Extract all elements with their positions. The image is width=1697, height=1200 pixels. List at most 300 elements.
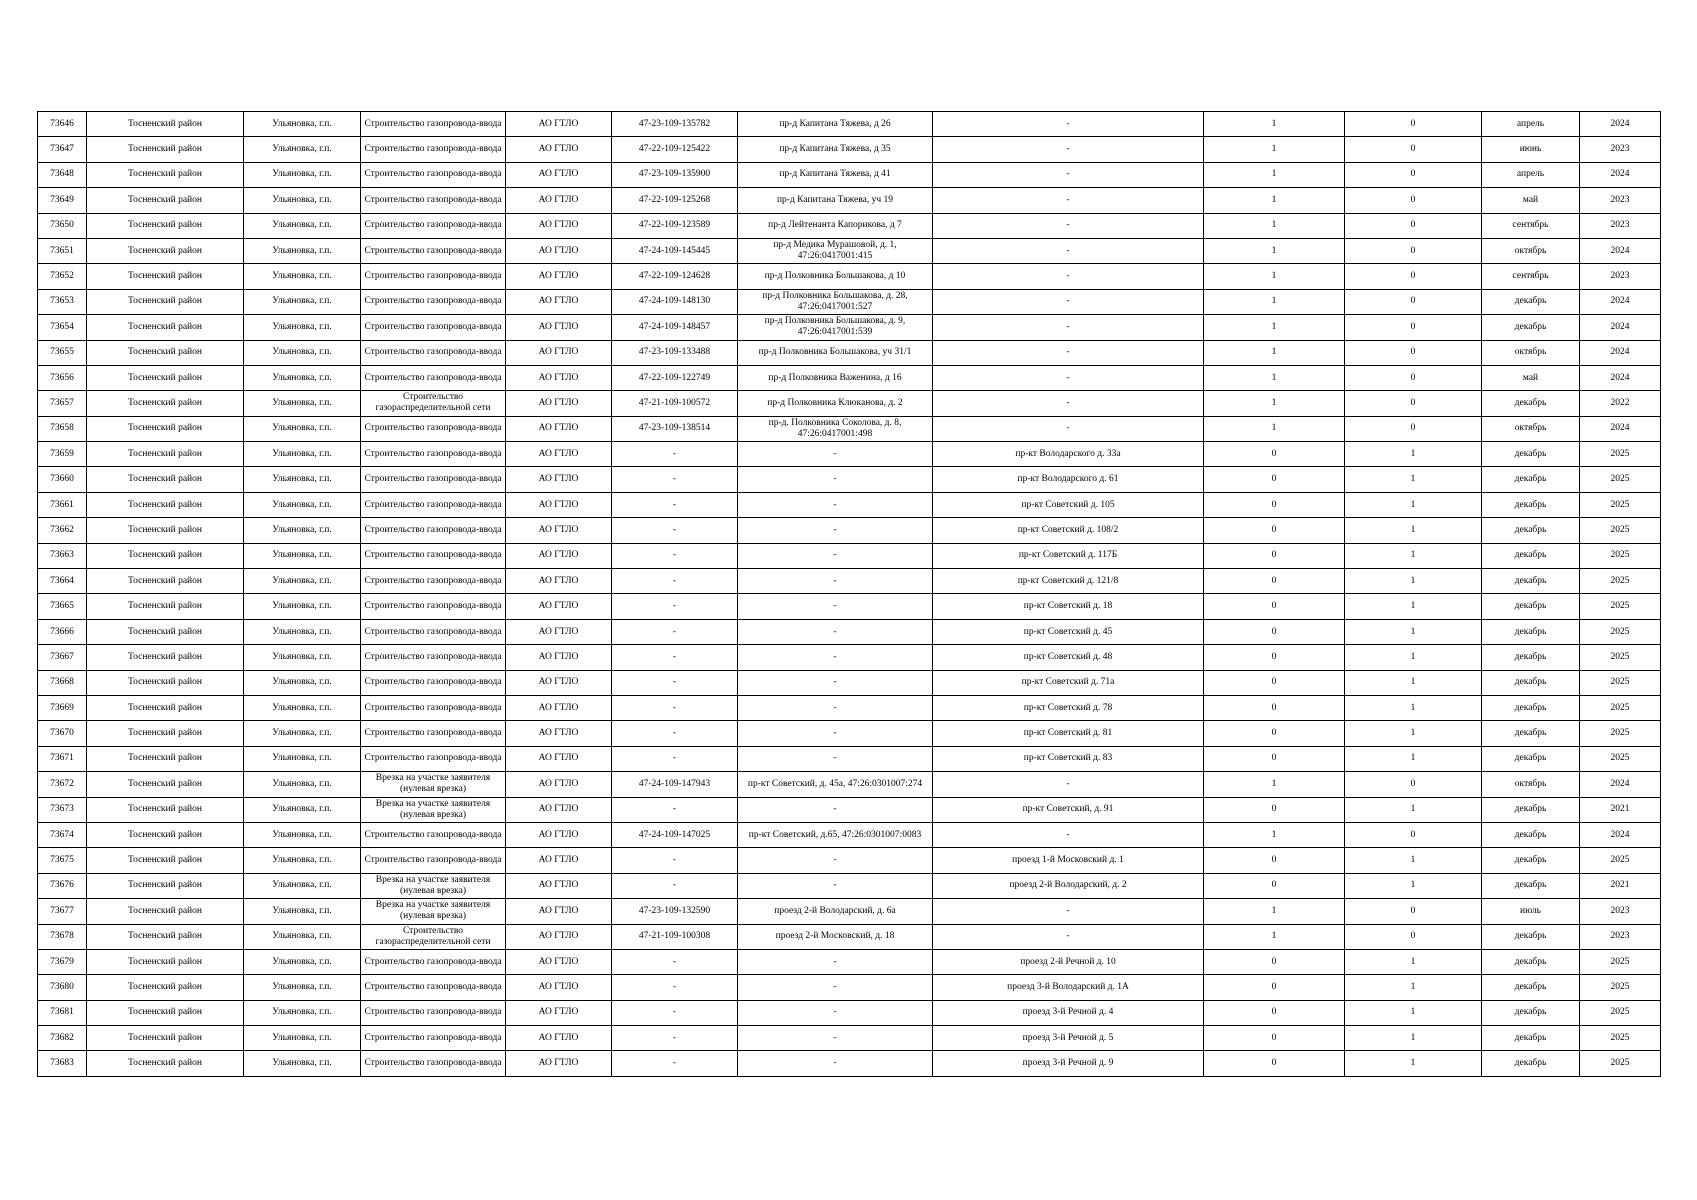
- cell-count-b: 0: [1345, 264, 1482, 289]
- cell-district: Тосненский район: [87, 1000, 244, 1025]
- cell-month: декабрь: [1482, 949, 1580, 974]
- cell-application-number: 47-22-109-124628: [612, 264, 738, 289]
- cell-district: Тосненский район: [87, 899, 244, 924]
- cell-count-a: 1: [1204, 289, 1345, 314]
- cell-row-number: 73667: [38, 645, 87, 670]
- cell-count-b: 0: [1345, 772, 1482, 797]
- cell-application-number: 47-24-109-148457: [612, 315, 738, 340]
- cell-organization: АО ГТЛО: [506, 746, 612, 771]
- cell-count-a: 0: [1204, 645, 1345, 670]
- cell-year: 2025: [1580, 569, 1661, 594]
- cell-settlement: Ульяновка, г.п.: [244, 569, 361, 594]
- cell-work-type: Врезка на участке заявителя (нулевая врезка): [361, 772, 506, 797]
- cell-year: 2025: [1580, 1051, 1661, 1076]
- cell-row-number: 73670: [38, 721, 87, 746]
- cell-count-a: 1: [1204, 162, 1345, 187]
- cell-year: 2025: [1580, 949, 1661, 974]
- cell-work-type: Строительство газораспределительной сети: [361, 391, 506, 416]
- cell-row-number: 73649: [38, 188, 87, 213]
- cell-work-type: Строительство газопровода-ввода: [361, 569, 506, 594]
- cell-count-a: 0: [1204, 442, 1345, 467]
- cell-month: декабрь: [1482, 873, 1580, 898]
- cell-planned-address: пр-кт Володарского д. 61: [933, 467, 1204, 492]
- cell-address: пр-д Капитана Тяжева, д 35: [738, 137, 933, 162]
- cell-planned-address: -: [933, 924, 1204, 949]
- cell-application-number: -: [612, 1026, 738, 1051]
- table-row: [38, 848, 1661, 873]
- cell-month: октябрь: [1482, 416, 1580, 441]
- cell-work-type: Строительство газопровода-ввода: [361, 822, 506, 847]
- cell-planned-address: пр-кт Советский д. 18: [933, 594, 1204, 619]
- cell-work-type: Строительство газопровода-ввода: [361, 340, 506, 365]
- cell-settlement: Ульяновка, г.п.: [244, 1000, 361, 1025]
- cell-settlement: Ульяновка, г.п.: [244, 162, 361, 187]
- cell-district: Тосненский район: [87, 619, 244, 644]
- cell-organization: АО ГТЛО: [506, 772, 612, 797]
- cell-application-number: -: [612, 1000, 738, 1025]
- cell-count-b: 0: [1345, 315, 1482, 340]
- cell-application-number: 47-23-109-135900: [612, 162, 738, 187]
- cell-year: 2025: [1580, 721, 1661, 746]
- cell-planned-address: -: [933, 289, 1204, 314]
- cell-address: -: [738, 467, 933, 492]
- cell-application-number: -: [612, 619, 738, 644]
- cell-district: Тосненский район: [87, 1026, 244, 1051]
- cell-district: Тосненский район: [87, 391, 244, 416]
- cell-address: -: [738, 569, 933, 594]
- cell-application-number: 47-23-109-132590: [612, 899, 738, 924]
- cell-planned-address: -: [933, 416, 1204, 441]
- cell-district: Тосненский район: [87, 238, 244, 263]
- table-row: [38, 492, 1661, 517]
- cell-work-type: Строительство газораспределительной сети: [361, 924, 506, 949]
- cell-count-a: 1: [1204, 365, 1345, 390]
- cell-address: пр-д Капитана Тяжева, д 41: [738, 162, 933, 187]
- cell-settlement: Ульяновка, г.п.: [244, 518, 361, 543]
- cell-district: Тосненский район: [87, 289, 244, 314]
- cell-count-a: 1: [1204, 315, 1345, 340]
- cell-organization: АО ГТЛО: [506, 1000, 612, 1025]
- cell-settlement: Ульяновка, г.п.: [244, 213, 361, 238]
- cell-settlement: Ульяновка, г.п.: [244, 949, 361, 974]
- cell-month: октябрь: [1482, 238, 1580, 263]
- cell-year: 2023: [1580, 137, 1661, 162]
- cell-count-b: 1: [1345, 873, 1482, 898]
- cell-planned-address: -: [933, 112, 1204, 137]
- table-row: [38, 695, 1661, 720]
- cell-settlement: Ульяновка, г.п.: [244, 1051, 361, 1076]
- cell-application-number: 47-23-109-133488: [612, 340, 738, 365]
- table-row: [38, 416, 1661, 441]
- cell-district: Тосненский район: [87, 645, 244, 670]
- cell-work-type: Строительство газопровода-ввода: [361, 289, 506, 314]
- cell-settlement: Ульяновка, г.п.: [244, 340, 361, 365]
- cell-year: 2025: [1580, 645, 1661, 670]
- cell-year: 2021: [1580, 797, 1661, 822]
- cell-planned-address: пр-кт Советский д. 121/8: [933, 569, 1204, 594]
- cell-organization: АО ГТЛО: [506, 975, 612, 1000]
- cell-count-b: 1: [1345, 746, 1482, 771]
- cell-work-type: Строительство газопровода-ввода: [361, 213, 506, 238]
- cell-year: 2023: [1580, 213, 1661, 238]
- cell-settlement: Ульяновка, г.п.: [244, 492, 361, 517]
- cell-organization: АО ГТЛО: [506, 594, 612, 619]
- cell-district: Тосненский район: [87, 873, 244, 898]
- cell-planned-address: -: [933, 365, 1204, 390]
- cell-settlement: Ульяновка, г.п.: [244, 315, 361, 340]
- cell-address: -: [738, 594, 933, 619]
- cell-address: пр-кт Советский, д.65, 47:26:0301007:0083: [738, 822, 933, 847]
- cell-district: Тосненский район: [87, 746, 244, 771]
- cell-month: декабрь: [1482, 442, 1580, 467]
- cell-month: октябрь: [1482, 772, 1580, 797]
- cell-district: Тосненский район: [87, 594, 244, 619]
- cell-settlement: Ульяновка, г.п.: [244, 670, 361, 695]
- cell-organization: АО ГТЛО: [506, 315, 612, 340]
- cell-application-number: 47-21-109-100572: [612, 391, 738, 416]
- table-row: [38, 543, 1661, 568]
- cell-address: -: [738, 442, 933, 467]
- cell-application-number: -: [612, 975, 738, 1000]
- cell-count-a: 0: [1204, 492, 1345, 517]
- cell-count-b: 1: [1345, 467, 1482, 492]
- cell-month: декабрь: [1482, 975, 1580, 1000]
- cell-month: декабрь: [1482, 695, 1580, 720]
- cell-planned-address: -: [933, 772, 1204, 797]
- cell-row-number: 73678: [38, 924, 87, 949]
- cell-application-number: 47-23-109-135782: [612, 112, 738, 137]
- cell-row-number: 73647: [38, 137, 87, 162]
- cell-address: пр-д Капитана Тяжева, д 26: [738, 112, 933, 137]
- cell-address: пр-д. Полковника Соколова, д. 8, 47:26:0417001:498: [738, 416, 933, 441]
- cell-month: декабрь: [1482, 645, 1580, 670]
- cell-planned-address: пр-кт Советский, д. 91: [933, 797, 1204, 822]
- cell-district: Тосненский район: [87, 112, 244, 137]
- cell-organization: АО ГТЛО: [506, 721, 612, 746]
- cell-count-a: 0: [1204, 975, 1345, 1000]
- cell-work-type: Врезка на участке заявителя (нулевая врезка): [361, 899, 506, 924]
- cell-row-number: 73658: [38, 416, 87, 441]
- cell-count-a: 0: [1204, 695, 1345, 720]
- cell-count-a: 1: [1204, 137, 1345, 162]
- cell-year: 2025: [1580, 619, 1661, 644]
- table-row: [38, 746, 1661, 771]
- cell-work-type: Строительство газопровода-ввода: [361, 442, 506, 467]
- cell-work-type: Строительство газопровода-ввода: [361, 238, 506, 263]
- cell-work-type: Строительство газопровода-ввода: [361, 416, 506, 441]
- cell-count-a: 0: [1204, 873, 1345, 898]
- cell-count-a: 0: [1204, 1051, 1345, 1076]
- cell-planned-address: пр-кт Советский д. 105: [933, 492, 1204, 517]
- cell-address: пр-д Полковника Большакова, уч 31/1: [738, 340, 933, 365]
- cell-work-type: Строительство газопровода-ввода: [361, 365, 506, 390]
- cell-month: июль: [1482, 899, 1580, 924]
- cell-count-a: 0: [1204, 797, 1345, 822]
- cell-month: сентябрь: [1482, 264, 1580, 289]
- cell-count-b: 0: [1345, 137, 1482, 162]
- cell-year: 2025: [1580, 695, 1661, 720]
- cell-row-number: 73666: [38, 619, 87, 644]
- cell-month: сентябрь: [1482, 213, 1580, 238]
- table-row: [38, 467, 1661, 492]
- cell-application-number: -: [612, 442, 738, 467]
- cell-application-number: -: [612, 848, 738, 873]
- cell-settlement: Ульяновка, г.п.: [244, 442, 361, 467]
- table-row: [38, 213, 1661, 238]
- cell-address: -: [738, 721, 933, 746]
- cell-count-a: 0: [1204, 467, 1345, 492]
- cell-month: декабрь: [1482, 670, 1580, 695]
- cell-work-type: Строительство газопровода-ввода: [361, 1051, 506, 1076]
- cell-year: 2025: [1580, 442, 1661, 467]
- cell-address: -: [738, 1051, 933, 1076]
- cell-count-a: 0: [1204, 1000, 1345, 1025]
- cell-application-number: -: [612, 797, 738, 822]
- cell-district: Тосненский район: [87, 695, 244, 720]
- cell-district: Тосненский район: [87, 264, 244, 289]
- table-row: [38, 569, 1661, 594]
- cell-row-number: 73682: [38, 1026, 87, 1051]
- cell-address: -: [738, 949, 933, 974]
- table-row: [38, 112, 1661, 137]
- cell-settlement: Ульяновка, г.п.: [244, 365, 361, 390]
- cell-application-number: -: [612, 645, 738, 670]
- cell-month: декабрь: [1482, 289, 1580, 314]
- cell-work-type: Строительство газопровода-ввода: [361, 721, 506, 746]
- cell-count-a: 1: [1204, 772, 1345, 797]
- cell-row-number: 73654: [38, 315, 87, 340]
- cell-application-number: -: [612, 1051, 738, 1076]
- cell-application-number: -: [612, 949, 738, 974]
- table-row: [38, 899, 1661, 924]
- table-row: [38, 442, 1661, 467]
- cell-planned-address: пр-кт Советский д. 83: [933, 746, 1204, 771]
- cell-address: -: [738, 746, 933, 771]
- cell-district: Тосненский район: [87, 492, 244, 517]
- cell-district: Тосненский район: [87, 442, 244, 467]
- cell-month: декабрь: [1482, 518, 1580, 543]
- cell-application-number: 47-24-109-147025: [612, 822, 738, 847]
- cell-count-b: 0: [1345, 289, 1482, 314]
- cell-district: Тосненский район: [87, 924, 244, 949]
- cell-row-number: 73652: [38, 264, 87, 289]
- cell-count-b: 0: [1345, 112, 1482, 137]
- cell-planned-address: проезд 2-й Речной д. 10: [933, 949, 1204, 974]
- cell-application-number: 47-23-109-138514: [612, 416, 738, 441]
- table-row: [38, 340, 1661, 365]
- cell-application-number: 47-21-109-100308: [612, 924, 738, 949]
- table-row: [38, 873, 1661, 898]
- table-body: [38, 112, 1661, 1077]
- table-row: [38, 975, 1661, 1000]
- cell-address: пр-д Медика Мурашовой, д. 1, 47:26:0417001:415: [738, 238, 933, 263]
- table-row: [38, 1051, 1661, 1076]
- cell-month: май: [1482, 188, 1580, 213]
- cell-application-number: -: [612, 670, 738, 695]
- cell-row-number: 73662: [38, 518, 87, 543]
- cell-organization: АО ГТЛО: [506, 492, 612, 517]
- table-row: [38, 188, 1661, 213]
- cell-count-a: 1: [1204, 924, 1345, 949]
- cell-count-a: 0: [1204, 518, 1345, 543]
- cell-row-number: 73673: [38, 797, 87, 822]
- table-row: [38, 289, 1661, 314]
- cell-address: пр-д Полковника Клюканова, д. 2: [738, 391, 933, 416]
- cell-work-type: Строительство газопровода-ввода: [361, 594, 506, 619]
- cell-settlement: Ульяновка, г.п.: [244, 899, 361, 924]
- cell-month: декабрь: [1482, 848, 1580, 873]
- cell-row-number: 73657: [38, 391, 87, 416]
- cell-count-b: 1: [1345, 695, 1482, 720]
- cell-planned-address: пр-кт Советский д. 45: [933, 619, 1204, 644]
- cell-year: 2024: [1580, 772, 1661, 797]
- cell-address: пр-д Полковника Важенина, д 16: [738, 365, 933, 390]
- cell-work-type: Строительство газопровода-ввода: [361, 264, 506, 289]
- cell-year: 2025: [1580, 543, 1661, 568]
- cell-organization: АО ГТЛО: [506, 569, 612, 594]
- cell-settlement: Ульяновка, г.п.: [244, 594, 361, 619]
- cell-row-number: 73653: [38, 289, 87, 314]
- cell-year: 2024: [1580, 162, 1661, 187]
- cell-organization: АО ГТЛО: [506, 848, 612, 873]
- cell-organization: АО ГТЛО: [506, 695, 612, 720]
- cell-address: -: [738, 670, 933, 695]
- cell-planned-address: -: [933, 162, 1204, 187]
- cell-district: Тосненский район: [87, 315, 244, 340]
- cell-district: Тосненский район: [87, 670, 244, 695]
- cell-count-b: 0: [1345, 238, 1482, 263]
- cell-application-number: -: [612, 594, 738, 619]
- cell-year: 2023: [1580, 924, 1661, 949]
- cell-month: декабрь: [1482, 1026, 1580, 1051]
- cell-planned-address: пр-кт Володарского д. 33а: [933, 442, 1204, 467]
- cell-count-b: 0: [1345, 899, 1482, 924]
- cell-work-type: Строительство газопровода-ввода: [361, 670, 506, 695]
- cell-year: 2024: [1580, 315, 1661, 340]
- table-row: [38, 924, 1661, 949]
- cell-address: -: [738, 518, 933, 543]
- cell-organization: АО ГТЛО: [506, 924, 612, 949]
- table-row: [38, 518, 1661, 543]
- cell-work-type: Строительство газопровода-ввода: [361, 112, 506, 137]
- cell-planned-address: проезд 3-й Речной д. 9: [933, 1051, 1204, 1076]
- cell-month: октябрь: [1482, 340, 1580, 365]
- cell-month: декабрь: [1482, 492, 1580, 517]
- cell-month: декабрь: [1482, 1000, 1580, 1025]
- cell-organization: АО ГТЛО: [506, 949, 612, 974]
- cell-count-a: 1: [1204, 112, 1345, 137]
- cell-count-b: 0: [1345, 162, 1482, 187]
- table-row: [38, 721, 1661, 746]
- cell-row-number: 73655: [38, 340, 87, 365]
- cell-planned-address: -: [933, 340, 1204, 365]
- cell-settlement: Ульяновка, г.п.: [244, 238, 361, 263]
- cell-organization: АО ГТЛО: [506, 518, 612, 543]
- cell-settlement: Ульяновка, г.п.: [244, 112, 361, 137]
- cell-settlement: Ульяновка, г.п.: [244, 721, 361, 746]
- cell-year: 2023: [1580, 264, 1661, 289]
- cell-row-number: 73680: [38, 975, 87, 1000]
- cell-organization: АО ГТЛО: [506, 264, 612, 289]
- cell-month: декабрь: [1482, 467, 1580, 492]
- cell-settlement: Ульяновка, г.п.: [244, 1026, 361, 1051]
- cell-settlement: Ульяновка, г.п.: [244, 797, 361, 822]
- cell-year: 2025: [1580, 492, 1661, 517]
- cell-year: 2021: [1580, 873, 1661, 898]
- cell-count-b: 1: [1345, 518, 1482, 543]
- cell-application-number: 47-22-109-125422: [612, 137, 738, 162]
- cell-count-a: 1: [1204, 213, 1345, 238]
- cell-planned-address: пр-кт Советский д. 48: [933, 645, 1204, 670]
- cell-count-a: 1: [1204, 188, 1345, 213]
- cell-count-a: 0: [1204, 848, 1345, 873]
- cell-month: декабрь: [1482, 315, 1580, 340]
- cell-application-number: 47-24-109-148130: [612, 289, 738, 314]
- table-row: [38, 238, 1661, 263]
- table-row: [38, 391, 1661, 416]
- cell-application-number: 47-22-109-123589: [612, 213, 738, 238]
- cell-month: декабрь: [1482, 924, 1580, 949]
- cell-count-a: 0: [1204, 569, 1345, 594]
- cell-month: декабрь: [1482, 391, 1580, 416]
- cell-district: Тосненский район: [87, 188, 244, 213]
- cell-month: декабрь: [1482, 619, 1580, 644]
- cell-count-a: 0: [1204, 619, 1345, 644]
- cell-work-type: Строительство газопровода-ввода: [361, 137, 506, 162]
- cell-work-type: Строительство газопровода-ввода: [361, 1026, 506, 1051]
- cell-count-b: 1: [1345, 848, 1482, 873]
- cell-settlement: Ульяновка, г.п.: [244, 822, 361, 847]
- cell-organization: АО ГТЛО: [506, 1051, 612, 1076]
- cell-month: декабрь: [1482, 746, 1580, 771]
- cell-address: -: [738, 975, 933, 1000]
- cell-work-type: Строительство газопровода-ввода: [361, 162, 506, 187]
- cell-year: 2024: [1580, 416, 1661, 441]
- cell-year: 2025: [1580, 975, 1661, 1000]
- sheet: [37, 111, 1661, 1077]
- cell-year: 2024: [1580, 238, 1661, 263]
- cell-month: декабрь: [1482, 569, 1580, 594]
- cell-work-type: Строительство газопровода-ввода: [361, 746, 506, 771]
- cell-work-type: Строительство газопровода-ввода: [361, 949, 506, 974]
- cell-district: Тосненский район: [87, 975, 244, 1000]
- cell-year: 2025: [1580, 848, 1661, 873]
- cell-organization: АО ГТЛО: [506, 467, 612, 492]
- cell-month: декабрь: [1482, 822, 1580, 847]
- cell-count-b: 1: [1345, 645, 1482, 670]
- cell-organization: АО ГТЛО: [506, 162, 612, 187]
- cell-settlement: Ульяновка, г.п.: [244, 289, 361, 314]
- cell-count-b: 1: [1345, 594, 1482, 619]
- cell-settlement: Ульяновка, г.п.: [244, 695, 361, 720]
- cell-organization: АО ГТЛО: [506, 543, 612, 568]
- cell-address: -: [738, 1026, 933, 1051]
- cell-row-number: 73674: [38, 822, 87, 847]
- cell-application-number: 47-22-109-125268: [612, 188, 738, 213]
- cell-count-b: 1: [1345, 949, 1482, 974]
- cell-address: проезд 2-й Московский, д. 18: [738, 924, 933, 949]
- cell-row-number: 73663: [38, 543, 87, 568]
- cell-row-number: 73677: [38, 899, 87, 924]
- cell-settlement: Ульяновка, г.п.: [244, 264, 361, 289]
- cell-count-b: 1: [1345, 1051, 1482, 1076]
- cell-planned-address: -: [933, 213, 1204, 238]
- cell-organization: АО ГТЛО: [506, 416, 612, 441]
- cell-application-number: -: [612, 746, 738, 771]
- cell-planned-address: -: [933, 238, 1204, 263]
- cell-year: 2024: [1580, 822, 1661, 847]
- cell-planned-address: -: [933, 822, 1204, 847]
